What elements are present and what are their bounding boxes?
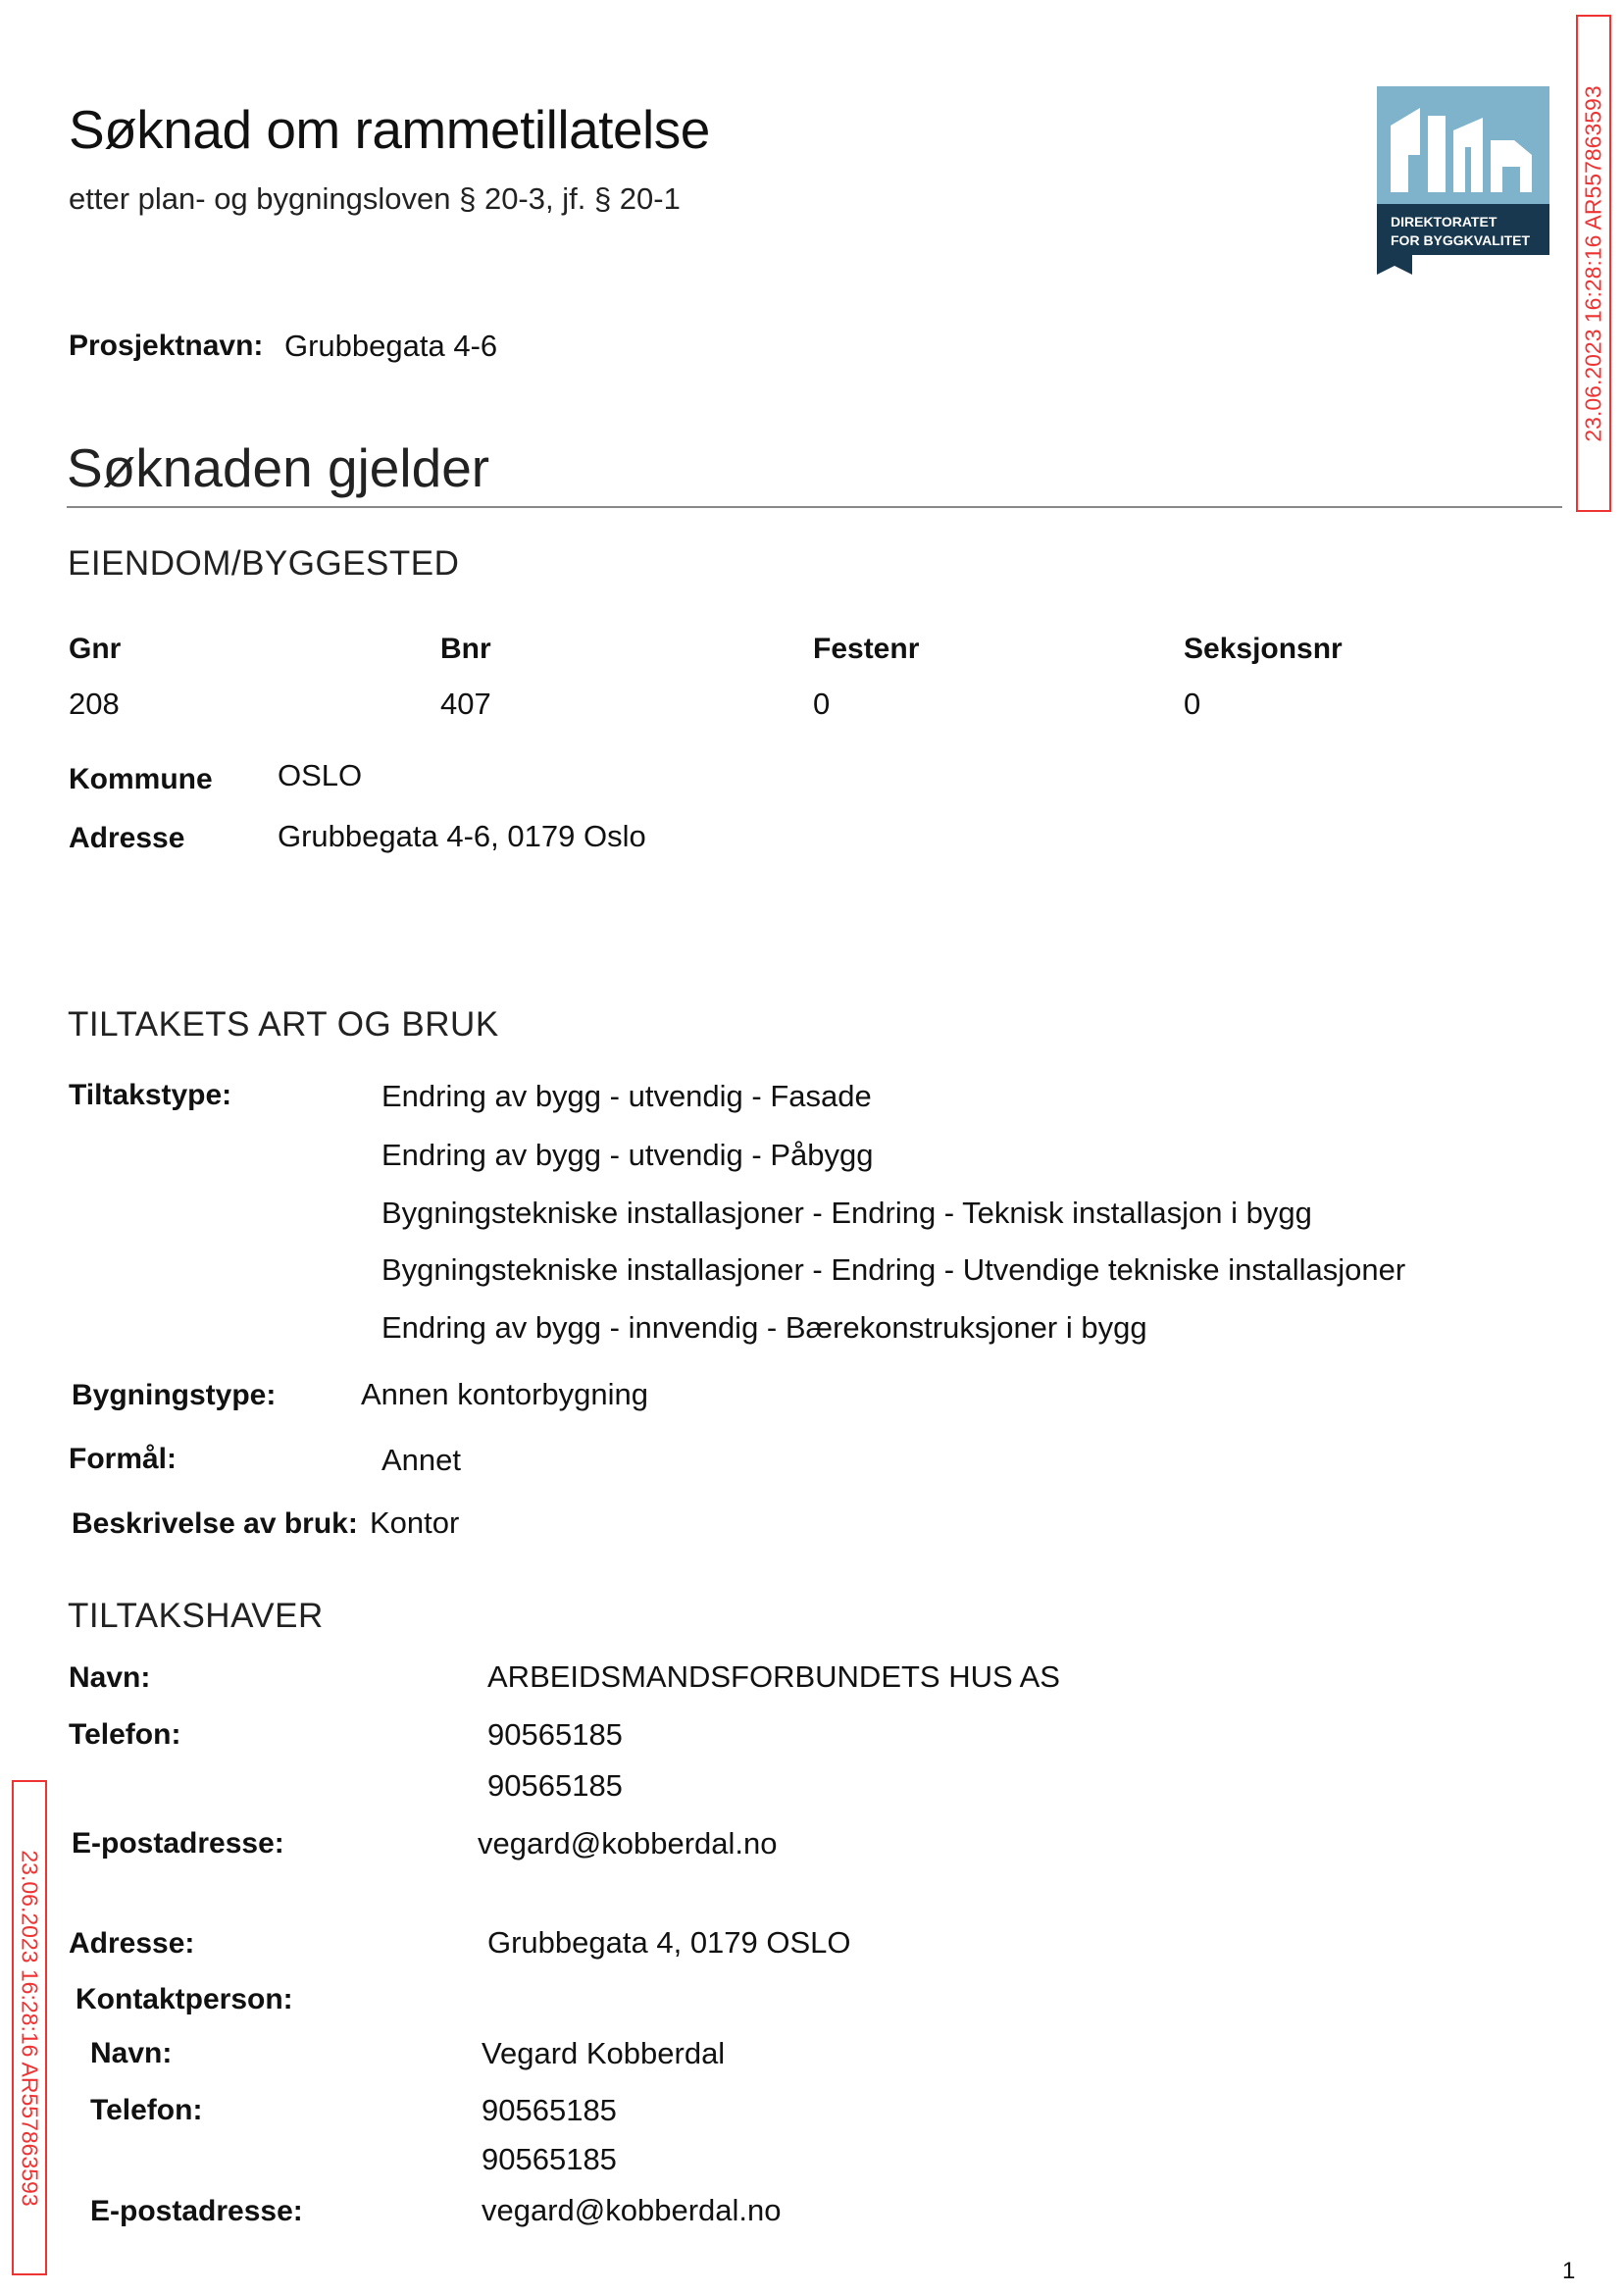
project-value: Grubbegata 4-6 bbox=[284, 329, 498, 363]
bnr-label: Bnr bbox=[440, 633, 491, 665]
gnr-label: Gnr bbox=[69, 633, 122, 665]
bygningstype-label: Bygningstype: bbox=[72, 1379, 277, 1411]
tiltakstype-label: Tiltakstype: bbox=[69, 1079, 232, 1111]
logo-text-line2: FOR BYGGKVALITET bbox=[1391, 232, 1531, 248]
tiltakshaver-telefon-value: 90565185 bbox=[487, 1717, 623, 1752]
stamp-text: 23.06.2023 16:28:16 AR557863593 bbox=[1580, 84, 1606, 442]
kommune-label: Kommune bbox=[69, 763, 213, 795]
tiltakshaver-telefon-value: 90565185 bbox=[487, 1768, 623, 1803]
bruk-label: Beskrivelse av bruk: bbox=[72, 1507, 358, 1540]
kommune-value: OSLO bbox=[278, 758, 363, 792]
section-title: Søknaden gjelder bbox=[67, 437, 490, 498]
tiltakshaver-epost-value: vegard@kobberdal.no bbox=[478, 1826, 778, 1861]
tiltakshaver-navn-value: ARBEIDSMANDSFORBUNDETS HUS AS bbox=[487, 1659, 1060, 1694]
timestamp-stamp-right bbox=[1576, 15, 1611, 512]
kontaktperson-label: Kontaktperson: bbox=[76, 1983, 293, 2015]
bruk-value: Kontor bbox=[370, 1505, 460, 1540]
bygningstype-value: Annen kontorbygning bbox=[361, 1377, 649, 1411]
project-label: Prosjektnavn: bbox=[69, 330, 264, 362]
page-number: 1 bbox=[1562, 2258, 1576, 2284]
adresse-label: Adresse bbox=[69, 822, 185, 854]
logo-text-line1: DIREKTORATET bbox=[1391, 214, 1497, 229]
seksjonsnr-label: Seksjonsnr bbox=[1184, 633, 1343, 665]
tiltakstype-item: Endring av bygg - utvendig - Påbygg bbox=[381, 1138, 874, 1172]
kontakt-navn-label: Navn: bbox=[90, 2037, 173, 2069]
timestamp-stamp-left bbox=[12, 1780, 47, 2275]
tiltakstype-item: Bygningstekniske installasjoner - Endring - Utvendige tekniske installasjoner bbox=[381, 1252, 1406, 1287]
kontakt-telefon-label: Telefon: bbox=[90, 2094, 203, 2126]
tiltakshaver-telefon-label: Telefon: bbox=[69, 1718, 181, 1751]
tiltak-heading: TILTAKETS ART OG BRUK bbox=[68, 1005, 499, 1044]
tiltakshaver-adresse-label: Adresse: bbox=[69, 1927, 195, 1960]
stamp-text: 23.06.2023 16:28:16 AR557863593 bbox=[17, 1849, 43, 2207]
gnr-value: 208 bbox=[69, 687, 120, 721]
property-heading: EIENDOM/BYGGESTED bbox=[68, 544, 460, 583]
kontakt-epost-label: E-postadresse: bbox=[90, 2195, 303, 2227]
adresse-value: Grubbegata 4-6, 0179 Oslo bbox=[278, 819, 646, 853]
kontakt-epost-value: vegard@kobberdal.no bbox=[482, 2193, 782, 2227]
tiltakstype-item: Endring av bygg - innvendig - Bærekonstruksjoner i bygg bbox=[381, 1310, 1147, 1345]
seksjonsnr-value: 0 bbox=[1184, 687, 1201, 721]
dibk-logo bbox=[1377, 86, 1549, 275]
festenr-label: Festenr bbox=[813, 633, 920, 665]
tiltakstype-item: Bygningstekniske installasjoner - Endring - Teknisk installasjon i bygg bbox=[381, 1196, 1312, 1230]
tiltakstype-item: Endring av bygg - utvendig - Fasade bbox=[381, 1079, 872, 1113]
kontakt-navn-value: Vegard Kobberdal bbox=[482, 2036, 726, 2070]
festenr-value: 0 bbox=[813, 687, 831, 721]
tiltakshaver-heading: TILTAKSHAVER bbox=[68, 1597, 324, 1635]
tiltakshaver-navn-label: Navn: bbox=[69, 1661, 151, 1694]
document-subtitle: etter plan- og bygningsloven § 20-3, jf. § 20-1 bbox=[69, 181, 681, 216]
formal-label: Formål: bbox=[69, 1443, 178, 1475]
kontakt-telefon-value: 90565185 bbox=[482, 2093, 617, 2127]
section-divider bbox=[67, 506, 1562, 508]
tiltakshaver-adresse-value: Grubbegata 4, 0179 OSLO bbox=[487, 1925, 851, 1960]
kontakt-telefon-value: 90565185 bbox=[482, 2142, 617, 2176]
document-title: Søknad om rammetillatelse bbox=[69, 99, 710, 160]
tiltakshaver-epost-label: E-postadresse: bbox=[72, 1827, 284, 1860]
formal-value: Annet bbox=[381, 1443, 462, 1477]
bnr-value: 407 bbox=[440, 687, 491, 721]
